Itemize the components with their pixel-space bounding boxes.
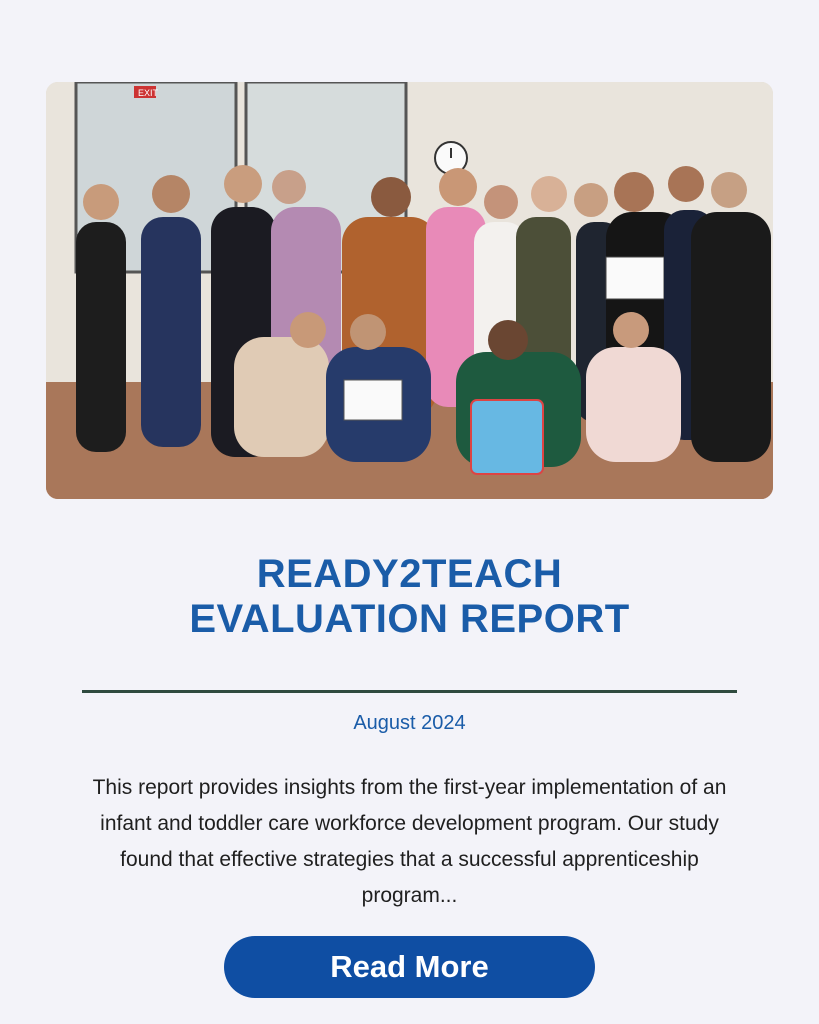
- divider: [82, 690, 737, 693]
- report-description: This report provides insights from the first-year implementation of an infant and toddler care workforce development program. Our study found that effective strategies that a successful apprenticeship program...: [92, 776, 727, 907]
- group-photo-illustration: [46, 82, 773, 499]
- report-title-line2: EVALUATION REPORT: [189, 597, 630, 641]
- report-title-line1: READY2TEACH: [256, 552, 563, 596]
- report-date: August 2024: [353, 712, 466, 734]
- read-more-button[interactable]: Read More: [224, 936, 595, 998]
- group-photo: [46, 82, 773, 499]
- exit-sign: EXIT: [138, 88, 159, 98]
